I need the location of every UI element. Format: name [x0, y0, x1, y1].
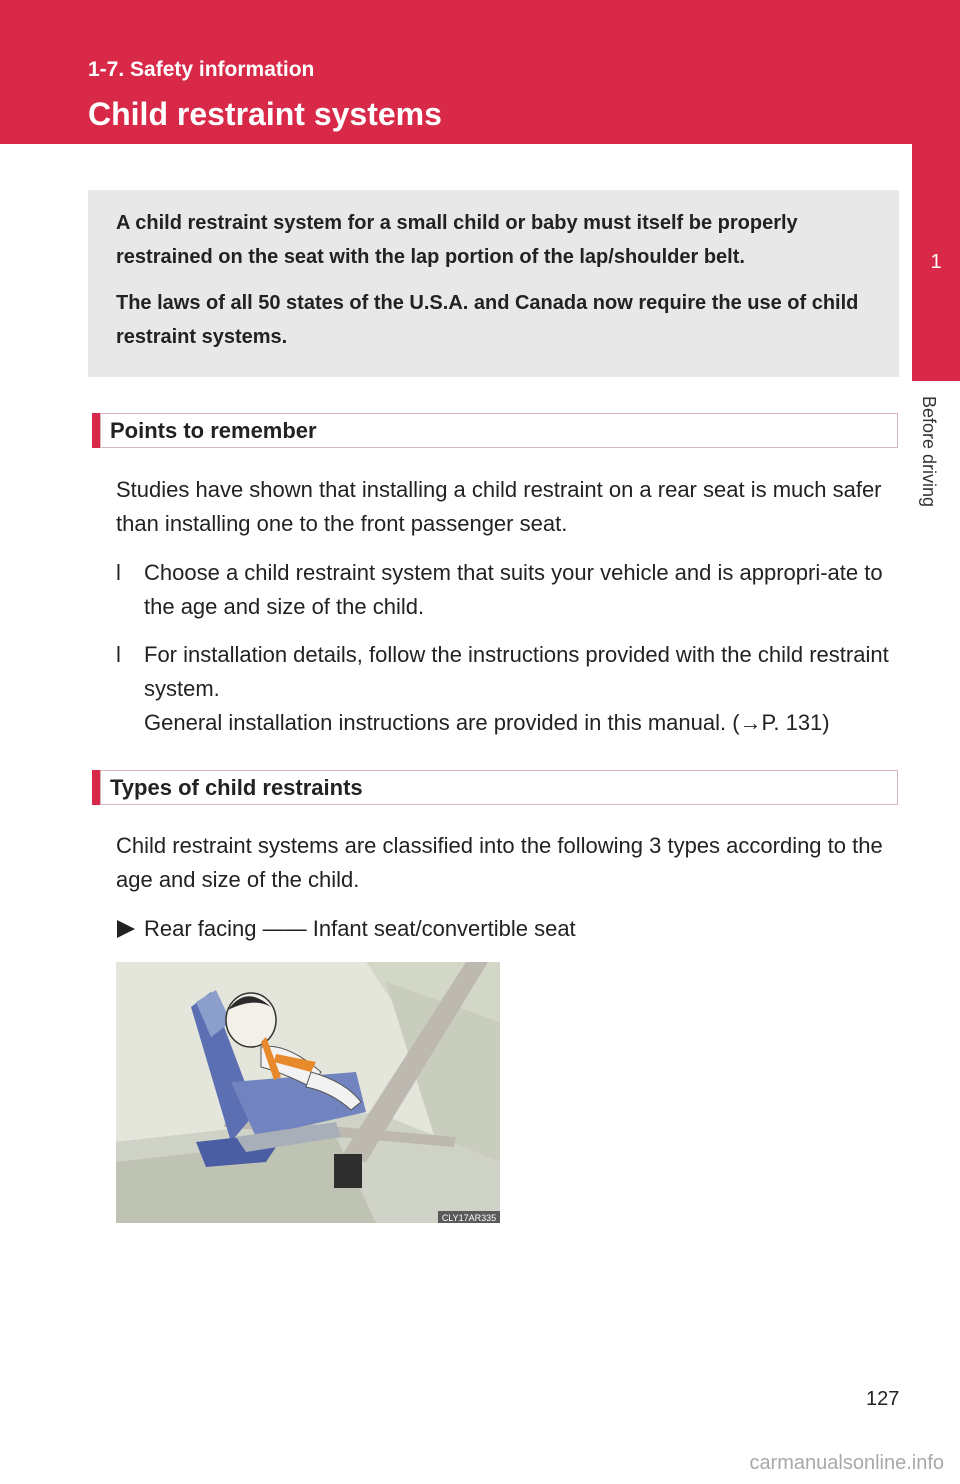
bullet-mark: l [116, 560, 121, 585]
types-text: Child restraint systems are classified into the following 3 types according to the age and size of the child. [116, 833, 883, 892]
points-paragraph [116, 473, 896, 541]
triangle-bullet-icon [117, 920, 135, 938]
rear-facing-seat-illustration [116, 962, 500, 1223]
points-text: Studies have shown that installing a child restraint on a rear seat is much safer than installing one to the front passenger seat. [116, 477, 882, 536]
chapter-number: 1 [930, 251, 942, 273]
page-number: 127 [866, 1388, 900, 1410]
figure-code: CLY17AR335 [441, 1213, 497, 1223]
bullet-item [116, 556, 896, 624]
types-paragraph [116, 829, 896, 897]
section-label: 1-7. Safety information [88, 58, 315, 81]
bullet-text: Choose a child restraint system that suits your vehicle and is appropri-ate to the age and size of the child. [144, 560, 883, 619]
bullet-text: General installation instructions are provided in this manual. (→P. 131) [144, 710, 830, 735]
bullet-item [116, 638, 896, 740]
illustration-svg [116, 962, 500, 1223]
bullet-mark: l [116, 642, 121, 667]
chapter-label: Before driving [919, 396, 939, 508]
intro-box [88, 190, 899, 377]
intro-paragraph: A child restraint system for a small child or baby must itself be properly restrained on the seat with the lap portion of the lap/shoulder belt. [116, 212, 798, 268]
type-item-rear-facing: Rear facing —— Infant seat/convertible seat [144, 916, 576, 941]
points-heading: Points to remember [100, 413, 898, 448]
chapter-tab [912, 144, 960, 381]
chapter-header [0, 0, 960, 144]
page-title: Child restraint systems [88, 96, 442, 132]
bullet-text: For installation details, follow the instructions provided with the child restraint system. [144, 642, 889, 701]
intro-paragraph: The laws of all 50 states of the U.S.A. and Canada now require the use of child restraint systems. [116, 292, 859, 348]
watermark: carmanualsonline.info [749, 1452, 944, 1474]
types-heading: Types of child restraints [100, 770, 898, 805]
